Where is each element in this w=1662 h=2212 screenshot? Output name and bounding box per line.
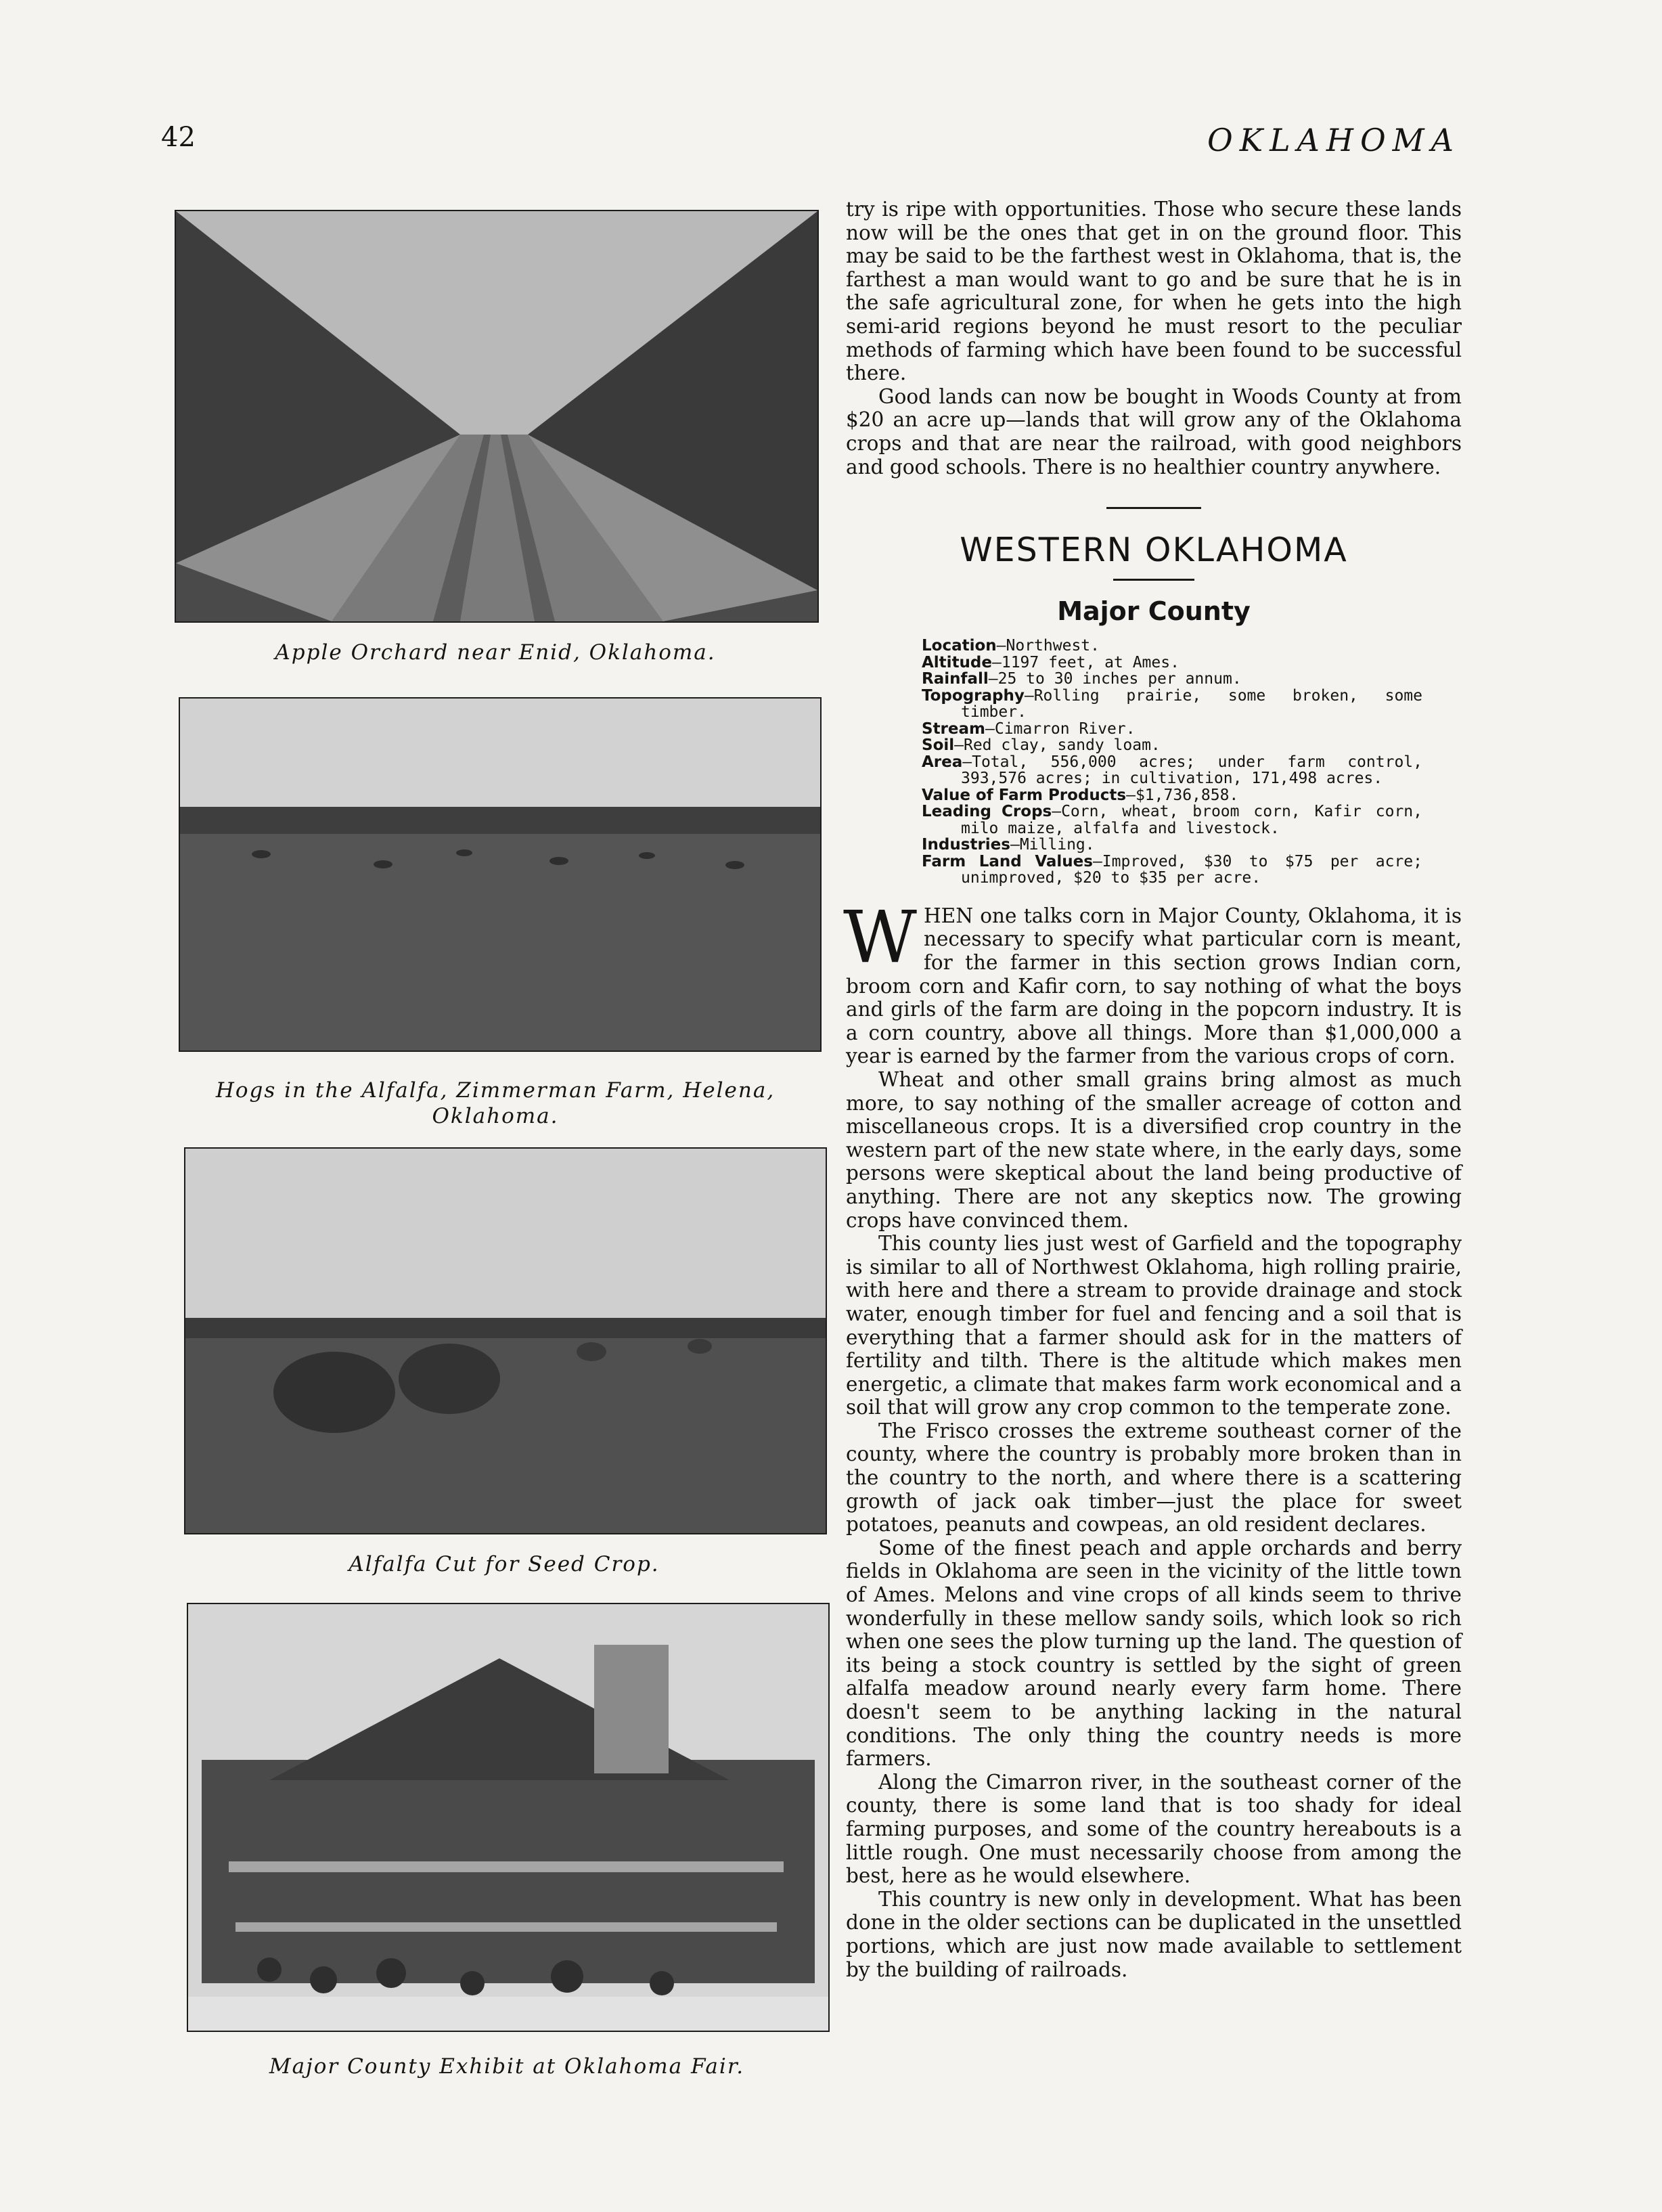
body-paragraph: Wheat and other small grains bring almost as much more, to say nothing of the smaller acreage of cotton and miscellaneous crops. It is a diversified crop country in the western part of the new state where, in the early days, some persons were skeptical about the land being productive of anything. There are not any skeptics now. The growing crops have convinced them. xyxy=(846,1067,1462,1232)
fact-item: Stream—Cimarron River. xyxy=(922,720,1136,738)
divider xyxy=(1106,507,1201,509)
orchard-photo xyxy=(175,210,819,623)
fact-list xyxy=(922,638,1422,887)
body-paragraph: This country is new only in development. What has been done in the older sections can be duplicated in the unsettled portions, which are just now made available to settlement by the building of railroads. xyxy=(846,1887,1462,1981)
fact-item: Area—Total, 556,000 acres; under farm control, 393,576 acres; in cultivation, 171,498 acres. xyxy=(922,753,1422,788)
haystack-photo xyxy=(184,1147,827,1534)
running-title: OKLAHOMA xyxy=(1207,122,1460,158)
fact-item: Value of Farm Products—$1,736,858. xyxy=(922,786,1239,804)
body-paragraph: The Frisco crosses the extreme southeast corner of the county, where the country is probably more broken than in the country to the north, and where there is a scattering growth of jack oak timber—just the place for sweet potatoes, peanuts and cowpeas, an old resident declares. xyxy=(846,1419,1462,1536)
divider xyxy=(1113,579,1194,581)
fact-item: Leading Crops—Corn, wheat, broom corn, Kafir corn, milo maize, alfalfa and livestock. xyxy=(922,803,1422,837)
intro-paragraph: Good lands can now be bought in Woods County at from $20 an acre up—lands that will grow any of the Oklahoma crops and that are near the railroad, with good neighbors and good schools. There is no healthier country anywhere. xyxy=(846,384,1462,479)
photo-caption: Apple Orchard near Enid, Oklahoma. xyxy=(275,640,716,665)
fact-item: Location—Northwest. xyxy=(922,637,1100,655)
section-title: WESTERN OKLAHOMA xyxy=(960,531,1348,570)
exhibit-photo xyxy=(187,1603,830,2032)
fact-item: Topography—Rolling prairie, some broken, some timber. xyxy=(922,686,1422,722)
text-column xyxy=(843,198,1462,1981)
drop-cap: W xyxy=(843,895,917,979)
photo-caption: Hogs in the Alfalfa, Zimmerman Farm, Helena, Oklahoma. xyxy=(215,1078,776,1128)
county-title: Major County xyxy=(1057,596,1251,626)
intro-paragraph: try is ripe with opportunities. Those who secure these lands now will be the ones that get in on the ground floor. This may be said to be the farthest west in Oklahoma, that is, the farthest a man would want to go and be sure that he is in the safe agricultural zone, for when he gets into the high semi-arid regions beyond he must resort to the peculiar methods of farming which have been found to be successful there. xyxy=(846,198,1462,385)
fact-item: Farm Land Values—Improved, $30 to $75 per acre; unimproved, $20 to $35 per acre. xyxy=(922,852,1422,887)
fact-item: Soil—Red clay, sandy loam. xyxy=(922,736,1161,755)
fact-item: Rainfall—25 to 30 inches per annum. xyxy=(922,670,1242,688)
body-paragraph: This county lies just west of Garfield and the topography is similar to all of Northwest Oklahoma, high rolling prairie, with here and there a stream to provide drainage and stock water, enough timber for fuel and fencing and a soil that is everything that a farmer should ask for in the matters of fertility and tilth. There is the altitude which makes men energetic, a climate that makes farm work economical and a soil that will grow any crop common to the temperate zone. xyxy=(846,1232,1462,1419)
field-photo xyxy=(179,697,822,1052)
photo-caption: Major County Exhibit at Oklahoma Fair. xyxy=(269,2054,745,2079)
photo-caption: Alfalfa Cut for Seed Crop. xyxy=(349,1552,660,1576)
body-paragraph: Along the Cimarron river, in the southeast corner of the county, there is some land that is too shady for ideal farming purposes, and some of the country hereabouts is a little rough. One must necessarily choose from among the best, here as he would elsewhere. xyxy=(846,1770,1462,1888)
body-paragraph: WHEN one talks corn in Major County, Oklahoma, it is necessary to specify what particular corn is meant, for the farmer in this section grows Indian corn, broom corn and Kafir corn, to say nothing of what the boys and girls of the farm are doing in the popcorn industry. It is a corn country, above all things. More than $1,000,000 a year is earned by the farmer from the various crops of corn. xyxy=(843,895,1462,1068)
fact-item: Altitude—1197 feet, at Ames. xyxy=(922,653,1180,671)
body-paragraph: Some of the finest peach and apple orchards and berry fields in Oklahoma are seen in the vicinity of the little town of Ames. Melons and vine crops of all kinds seem to thrive wonderfully in these mellow sandy soils, which look so rich when one sees the plow turning up the land. The question of its being a stock country is settled by the sight of green alfalfa meadow around nearly every farm home. There doesn't seem to be anything lacking in the natural conditions. The only thing the country needs is more farmers. xyxy=(846,1536,1462,1771)
page-number: 42 xyxy=(161,122,196,153)
fact-item: Industries—Milling. xyxy=(922,836,1095,854)
